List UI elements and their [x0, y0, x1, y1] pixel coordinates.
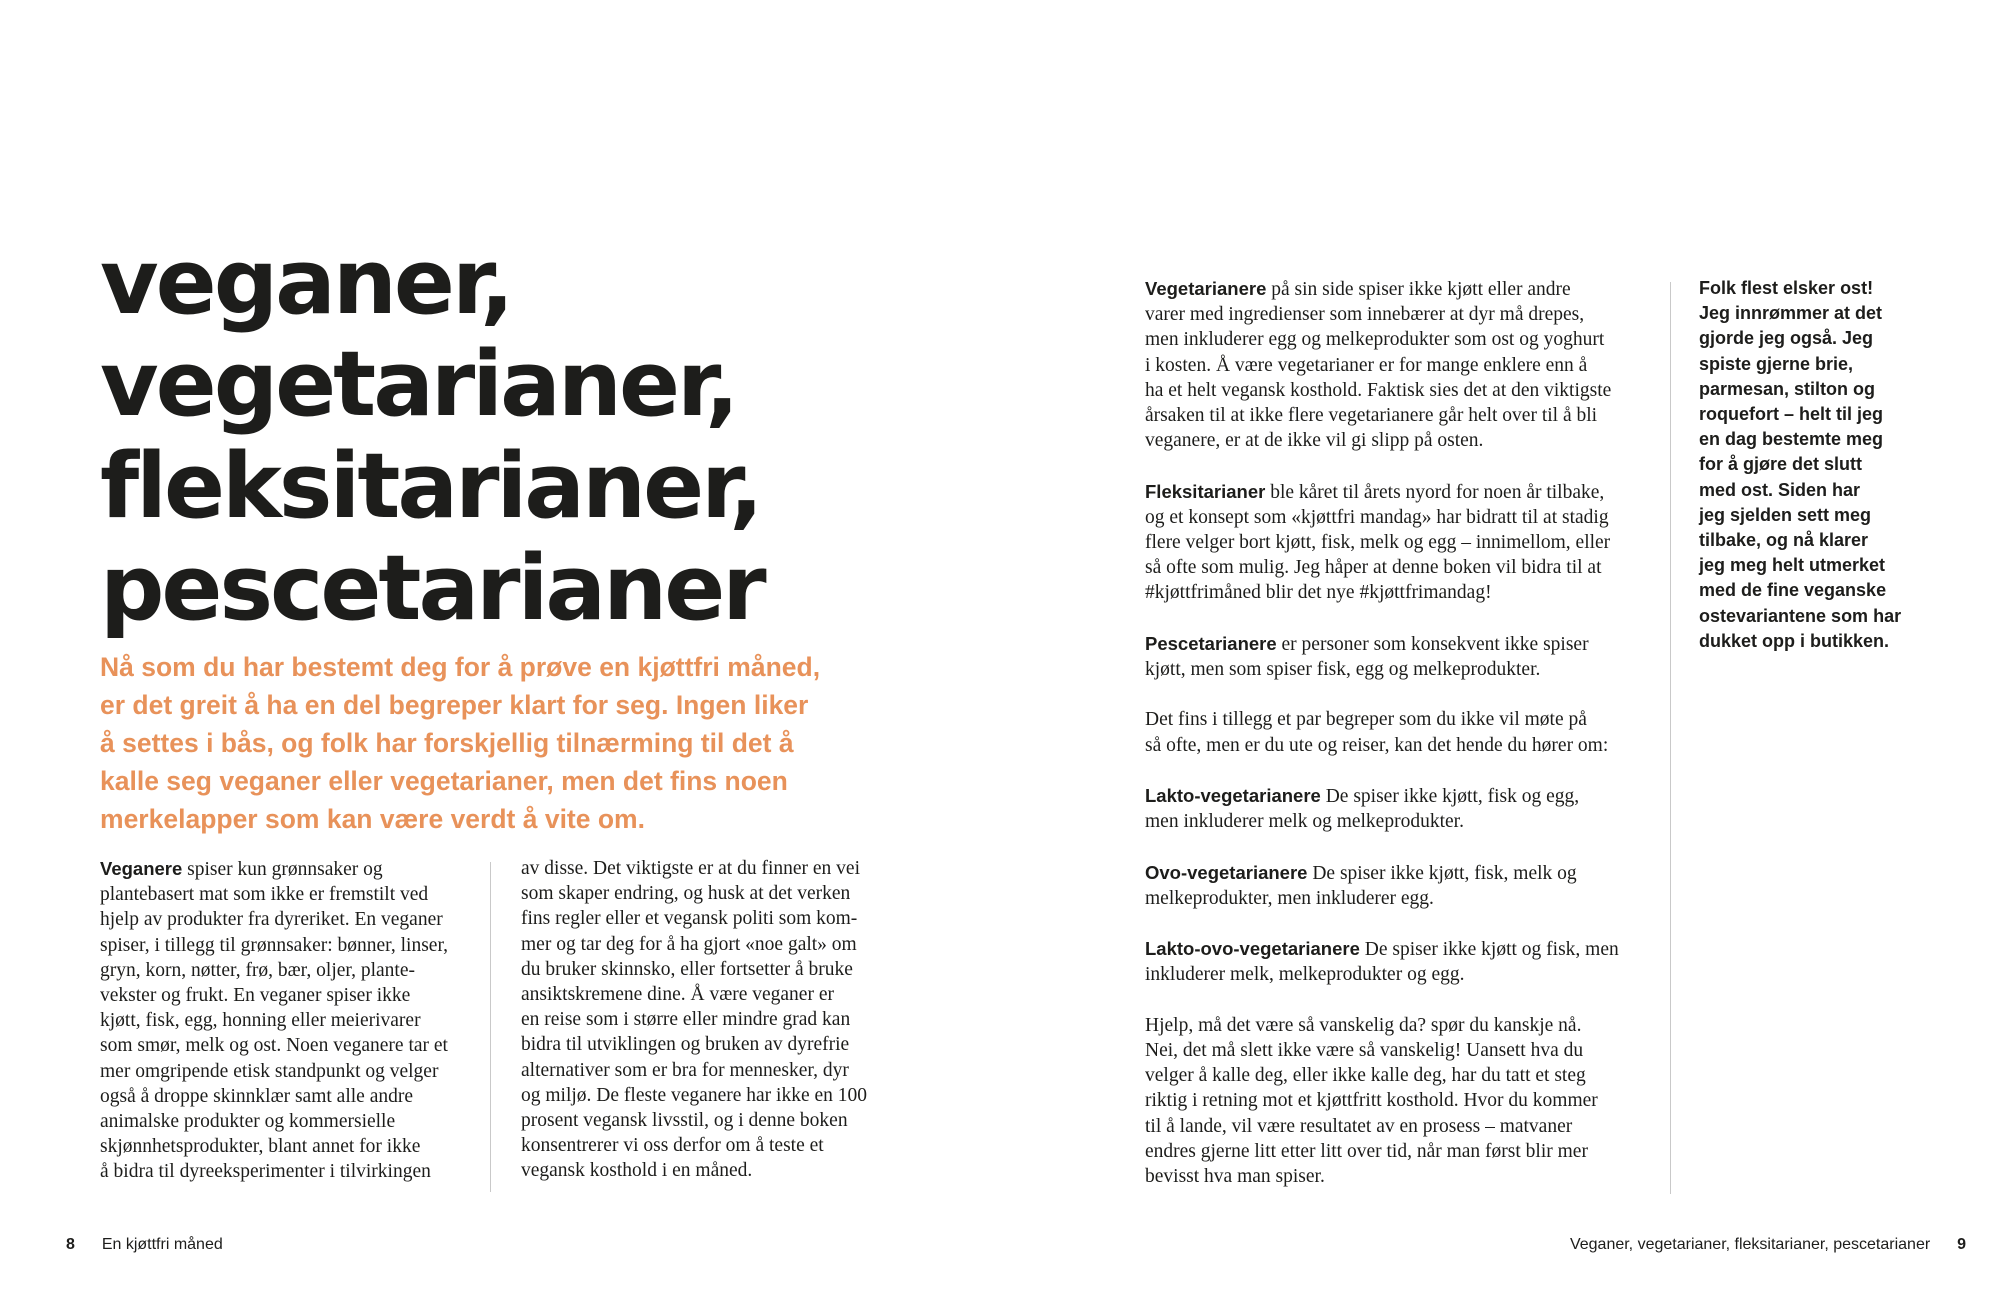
running-title: Veganer, vegetarianer, fleksitarianer, pescetarianer [1569, 1236, 1931, 1253]
paragraph-closing: Hjelp, må det være så vanskelig da? spør du kanskje nå. Nei, det må slett ikke være så vanskelig! Uansett hva du velger å kalle deg, eller ikke kalle deg, har du tatt et steg riktig i retning mot et kjøttfritt kosthold. Hvor du kommer til å lande, vil være resultatet av en prosess – matvaner endres gjerne litt etter litt over tid, når man først blir mer bevisst hva man spiser. [1145, 1014, 1598, 1187]
text-line: fins regler eller et vegansk politi som kom- [521, 908, 858, 930]
title-line: pescetarianer [100, 536, 764, 641]
text-line: plantebasert mat som ikke er fremstilt ved [100, 884, 429, 906]
page-number: 8 [66, 1236, 75, 1253]
term: Pescetarianere [1145, 632, 1277, 654]
text-line: som skaper endring, og husk at det verken [521, 883, 851, 905]
text-line: vekster og frukt. En veganer spiser ikke [100, 985, 411, 1007]
text-line: skjønnhetsprodukter, blant annet for ikke [100, 1136, 421, 1158]
footer-left [66, 1236, 223, 1254]
right-page [1004, 0, 2008, 1299]
paragraph-lakto: Lakto-vegetarianere De spiser ikke kjøtt, fisk og egg, men inkluderer melk og melkeprodukter. [1145, 785, 1580, 833]
term: Lakto-ovo-vegetarianere [1145, 938, 1360, 960]
text-line: vegansk kosthold i en måned. [521, 1160, 753, 1182]
term: Vegetarianere [1145, 278, 1267, 299]
running-title: En kjøttfri måned [101, 1236, 223, 1253]
text-line: animalske produkter og kommersielle [100, 1111, 396, 1133]
text-line: prosent vegansk livsstil, og i denne boken [521, 1110, 848, 1132]
text-line: også å droppe skinnklær samt alle andre [100, 1085, 413, 1107]
lead-paragraph: Nå som du har bestemt deg for å prøve en kjøttfri måned, er det greit å ha en del begreper klart for seg. Ingen liker å settes i bås, og folk har forskjellig tilnærming til det å kalle seg veganer eller vegetarianer, men det fins noen merkelapper som kan være verdt å vite om. [100, 652, 821, 834]
text-line: bidra til utviklingen og bruken av dyrefrie [521, 1034, 850, 1056]
text-line: gryn, korn, nøtter, frø, bær, oljer, plante- [100, 959, 415, 981]
text-line: ansiktskremene dine. Å være veganer er [521, 984, 834, 1006]
column-divider [490, 862, 491, 1192]
text-line: du bruker skinnsko, eller fortsetter å bruke [521, 958, 853, 980]
text-line: en reise som i større eller mindre grad kan [521, 1009, 851, 1031]
text-line: mer og tar deg for å ha gjort «noe galt» om [521, 933, 857, 955]
text-line: kjøtt, fisk, egg, honning eller meierivarer [100, 1010, 421, 1032]
term: Ovo-vegetarianere [1145, 861, 1308, 883]
paragraph-ovo: Ovo-vegetarianere De spiser ikke kjøtt, fisk, melk og melkeprodukter, men inkluderer egg. [1145, 861, 1577, 909]
page-title [100, 232, 764, 640]
title-line: vegetarianer, [100, 332, 737, 437]
text-line: av disse. Det viktigste er at du finner en vei [521, 858, 860, 879]
text-line: alternativer som er bra for mennesker, dyr [521, 1059, 849, 1081]
column-divider [1670, 282, 1671, 1194]
title-line: fleksitarianer, [100, 434, 761, 539]
text-line: hjelp av produkter fra dyreriket. En veganer [100, 909, 443, 931]
body-column-2 [521, 856, 891, 1184]
text-line: og miljø. De fleste veganere har ikke en 100 [521, 1084, 868, 1106]
title-line: veganer, [100, 230, 512, 335]
footer-right [1570, 1236, 1966, 1254]
text-line: mer omgripende etisk standpunkt og velger [100, 1060, 439, 1082]
paragraph-lakto-ovo: Lakto-ovo-vegetarianere De spiser ikke kjøtt og fisk, men inkluderer melk, melkeprodukter og egg. [1145, 938, 1619, 986]
text-line: spiser, i tillegg til grønnsaker: bønner, linser, [100, 934, 449, 956]
paragraph-intro-terms: Det fins i tillegg et par begreper som du ikke vil møte på så ofte, men er du ute og reiser, kan det hende du hører om: [1145, 709, 1609, 756]
term: Fleksitarianer [1145, 480, 1266, 502]
paragraph-vegetarianere: Vegetarianere på sin side spiser ikke kjøtt eller andre varer med ingredienser som innebærer at dyr må drepes, men inkluderer egg og melkeprodukter som ost og yoghurt i kosten. Å være vegetarianer er for mange enklere enn å ha et helt vegansk kosthold. Faktisk sies det at den viktigste årsaken til at ikke flere vegetarianere går helt over til å bli veganere, er at de ikke vil gi slipp på osten. [1145, 278, 1612, 452]
term: Lakto-vegetarianere [1145, 785, 1321, 806]
text-line: som smør, melk og ost. Noen veganere tar et [100, 1035, 448, 1057]
text-line: å bidra til dyreeksperimenter i tilvirkingen [100, 1161, 431, 1183]
term-veganere: Veganere [100, 858, 183, 879]
text-line: Veganere spiser kun grønnsaker og [100, 858, 383, 880]
sidebar-note: Folk flest elsker ost! Jeg innrømmer at det gjorde jeg også. Jeg spiste gjerne brie, parmesan, stilton og roquefort – helt til jeg en dag bestemte meg for å gjøre det slutt med ost. Siden har jeg sjelden sett meg tilbake, og nå klarer jeg meg helt utmerket med de fine veganske ostevariantene som har dukket opp i butikken. [1699, 278, 1902, 651]
paragraph-pescetarianere: Pescetarianere er personer som konsekvent ikke spiser kjøtt, men som spiser fisk, egg og melkeprodukter. [1145, 632, 1589, 681]
page-number: 9 [1957, 1236, 1966, 1253]
paragraph-fleksitarianer: Fleksitarianer ble kåret til årets nyord for noen år tilbake, og et konsept som «kjøttfri mandag» har bidratt til at stadig flere velger bort kjøtt, fisk, melk og egg – innimellom, eller så ofte som mulig. Jeg håper at denne boken vil bidra til at #kjøttfrimåned blir det nye #kjøttfrimandag! [1145, 480, 1611, 604]
text-line: konsentrerer vi oss derfor om å teste et [521, 1135, 824, 1157]
body-column-3 [1145, 276, 1650, 1214]
body-column-1 [100, 856, 470, 1185]
